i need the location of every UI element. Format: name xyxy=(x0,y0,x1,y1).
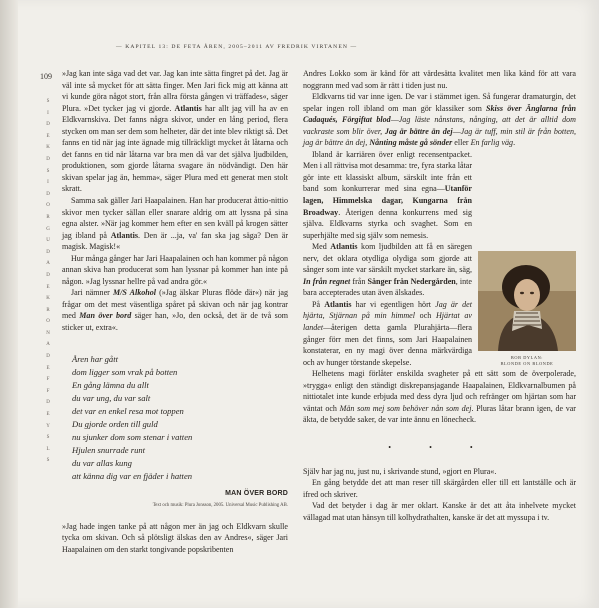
margin-letter: I xyxy=(47,110,49,116)
margin-letter: K xyxy=(46,296,50,302)
paragraph: Vad det betyder i dag är mer oklart. Kanske är det att åta inhelvete mycket vällagad mat utan hänsyn till kolhydrathalten, kanske är det att myssupa i tv. xyxy=(303,501,576,522)
title-emphasis: In från regnet xyxy=(303,276,351,286)
text-run: Jari nämner xyxy=(71,288,113,298)
text-run: På xyxy=(312,299,325,309)
title-emphasis: Man över bord xyxy=(79,311,132,321)
text-run: Ibland är karriären över enligt recensentpacket. Men i all rättvisa mot desamma: tre, fyra starka låtar gör inte ett klassiskt album, särskilt inte från ett band som konkurrerar med sina egna— xyxy=(303,149,472,194)
margin-letter: U xyxy=(46,238,50,244)
margin-letter: F xyxy=(46,377,50,383)
margin-letter: S xyxy=(46,168,50,174)
paragraph: Hur många gånger har Jari Haapalainen och han kommer på någon annan skiva han producerat som han lyssnar på kommer han inte på någon. »Jag lyssnar hellre på vad andra gör.« xyxy=(62,253,288,286)
paragraph xyxy=(303,299,472,368)
title-emphasis: Utanför lagen, Himmelska dagar, Kungarna från Broadway xyxy=(303,184,472,217)
margin-letter: D xyxy=(46,191,50,197)
margin-letter: S xyxy=(46,435,50,441)
text-run: . xyxy=(513,138,516,148)
lyric-line: nu sjunker dom som stenar i vatten xyxy=(72,432,193,443)
text-run: . Återigen denna konkurrens med sig själva. Eldkvarns styrka och svaghet. Som en superhjälte med sig själv som nemesis. xyxy=(303,207,472,240)
paragraph: Själv har jag nu, just nu, i skrivande stund, »gjort en Plura«. xyxy=(303,466,497,476)
paragraph: »Jag hade ingen tanke på att någon mer än jag och Eldkvarn skulle tycka om skivan. Och så plötsligt älskas den av Andres«, säger Jari Haapalainen om den starkt tongivande popskribenten xyxy=(62,521,288,554)
margin-letter: O xyxy=(46,319,50,325)
lyric-line: det var en enkel resa mot toppen xyxy=(72,405,184,416)
margin-letter: S xyxy=(46,458,50,464)
lyric-line: Åren har gått xyxy=(72,353,118,364)
paragraph: En gång betydde det att man reser till skärgården eller till ett lantställe och är ifred och skriver. xyxy=(303,478,576,499)
song-credit: Text och musik: Plura Jonsson, 2005. Universal Music Publishing AB. xyxy=(152,503,288,509)
paragraph xyxy=(303,91,576,149)
paragraph xyxy=(62,287,288,333)
text-run: Samma sak gäller Jari Haapalainen. Han har producerat åttio-nittio skivor men tycker sällan eller snarare aldrig om att lyssna på sina egna alster. »När jag kommer hem efter en sen kväll på krogen sätter jag ibland på xyxy=(62,196,288,240)
caption-line: BLONDE ON BLONDE xyxy=(500,361,554,366)
lyric-line: du var allas kung xyxy=(72,458,132,469)
left-column xyxy=(62,68,288,555)
text-run: »Jag kan inte säga vad det var. Jag kan inte sätta fingret på det. Jag är väl inte så mycket för att sätta finger. Men Jari fick mig att känna att vi kunde göra något stort, från allra första gången vi träffades«, säger Plura. »Det tycker jag vi gjorde. xyxy=(62,69,288,113)
lyric-line: dom ligger som vrak på botten xyxy=(72,366,178,377)
text-run: . Den är ...ja, va' fan ska jag säga? Den är magisk. Magisk!« xyxy=(62,230,289,252)
title-emphasis: M/S Alkohol xyxy=(112,288,156,298)
margin-letter: L xyxy=(46,446,50,452)
title-emphasis: En farlig väg xyxy=(470,138,514,148)
margin-letter: D xyxy=(46,400,50,406)
text-run: Med xyxy=(312,242,331,252)
paragraph xyxy=(303,241,472,299)
paragraph: Andres Lokko som är känd för att värdesätta kvalitet men lika känd för att vara noggrann med vad som är rätt i tiden just nu. xyxy=(303,69,576,90)
album-cover-photo xyxy=(478,251,576,351)
lyric-line: Du gjorde orden till guld xyxy=(72,419,158,430)
title-emphasis: Jag är det hjärta, Stjärnan på min himmel xyxy=(303,299,472,321)
lyric-line: du var ung, du var salt xyxy=(72,392,151,403)
title-emphasis: Nånting måste gå sönder xyxy=(369,138,453,148)
margin-letter: K xyxy=(46,145,50,151)
margin-letter: I xyxy=(47,180,49,186)
portrait-illustration xyxy=(478,251,576,351)
margin-letter: E xyxy=(46,284,50,290)
text-run: . Pluras låtar brann igen, de var äkta, de betydde saker, de var inte ännu en lönecheck. xyxy=(303,403,576,425)
paragraph xyxy=(62,195,288,253)
margin-letter: A xyxy=(46,261,50,267)
margin-letter: F xyxy=(46,388,50,394)
title-emphasis: Hjärtat av landet xyxy=(303,311,472,333)
margin-letter: R xyxy=(46,214,50,220)
margin-letter: D xyxy=(46,122,50,128)
text-run: har allt jag vill ha av en Eldkvarnskiva. Det fanns några skivor, under en lång period, flera stycken om man ser dem som helheter, där det inte blev riktigt så. Det fanns en tid när jag inte ägnade mig tillräckligt mycket åt låtarna och det fanns en tid när låtarna var bra men då var det själva ljudbilden, produktionen, som gjorde låtarna svagare än nödvändigt. Den här skivan spelar jag än, hemma«, säger Plura med ett generat men stolt skratt. xyxy=(62,103,288,194)
margin-notes xyxy=(44,96,52,467)
title-emphasis: Sånger från Nedergården xyxy=(367,276,456,286)
text-run: från xyxy=(350,276,368,286)
song-lyrics xyxy=(72,353,288,484)
running-head: — KAPITEL 13: DE FETA ÅREN, 2005–2011 AV FREDRIK VIRTANEN — xyxy=(116,44,358,50)
title-emphasis: Män som mej som behöver nån som dej xyxy=(339,403,472,413)
text-run: —återigen detta gamla Plurahjärta—flera gånger förr men det finns, som Jari Haapalainen konstaterar, en ny magi över denna märkvärdiga och av hunger törstande skepelse. xyxy=(303,323,472,367)
paragraph xyxy=(62,68,288,195)
title-emphasis: Atlantis xyxy=(324,299,352,309)
lyric-line: En gång lämna du allt xyxy=(72,379,149,390)
text-run: Eldkvarns tid var inne igen. De var i stämmet igen. Så fungerar dramaturgin, det spelar ingen roll ibland om man gör klassiker som xyxy=(303,92,576,113)
text-run: säger han, »Jo, den också, det är de två som sticker ut, extra«. xyxy=(62,311,288,333)
margin-letter: D xyxy=(46,354,50,360)
margin-letter: D xyxy=(46,156,50,162)
song-title: MAN ÖVER BORD xyxy=(225,489,288,497)
caption-line: BOB DYLAN: xyxy=(510,355,544,360)
margin-letter: D xyxy=(46,272,50,278)
title-emphasis: Jag läste nånstans, nånging, att det är alltid dom vackraste som blir över, xyxy=(303,115,576,136)
page-number: 109 xyxy=(40,72,52,81)
text-run: — xyxy=(390,115,399,125)
title-emphasis: Jag är bättre än dej xyxy=(384,126,453,136)
section-break: • • • xyxy=(388,442,491,452)
paragraph xyxy=(303,368,576,426)
lyric-line: Hjulen snurrade runt xyxy=(72,445,146,456)
margin-letter: R xyxy=(46,307,50,313)
margin-letter: A xyxy=(46,342,50,348)
text-run: eller xyxy=(452,138,471,148)
text-run: — xyxy=(452,126,461,136)
text-run: , inte bara accepterades utan även älskades. xyxy=(303,276,472,298)
text-run: Helhetens magi förlåter enskilda svagheter på ett sätt som de överpolerade, »trygga« enligt den ständigt diskrepansjagande Haapalainen, Eldkvarnalbumen på nittiotalet inte kunde erbjuda med dess dyra ljud och refränger om hjärtan som har väntat och xyxy=(303,369,576,413)
title-emphasis: Atlantis xyxy=(110,230,138,240)
photo-caption xyxy=(478,355,576,367)
margin-letter: S xyxy=(46,99,50,104)
title-emphasis: Atlantis xyxy=(174,103,202,113)
text-run: kom ljudbilden att få en säregen nerv, det oklara otydliga olydiga som gjorde att sånger som inte var särskilt mycket starkare än, säg, xyxy=(303,242,472,275)
title-emphasis: Atlantis xyxy=(330,242,358,252)
margin-letter: O xyxy=(46,203,50,209)
title-emphasis: Skiss över Änglarna från Cadaqués, Förgiftat blod xyxy=(303,103,576,125)
paragraph xyxy=(303,149,472,241)
text-run: (»Jag älskar Pluras flöde där«) när jag frågar om det mest väsentliga spåret på skivan och när jag kontrar med xyxy=(62,288,288,321)
margin-letter: E xyxy=(46,365,50,371)
text-run: har vi egentligen hört xyxy=(351,299,436,309)
margin-letter: N xyxy=(46,330,50,336)
margin-letter: Y xyxy=(46,423,50,429)
page-gutter-shadow xyxy=(0,0,18,608)
margin-letter: E xyxy=(46,412,50,418)
title-emphasis: Jag är tuff, min stil är från botten, jag är bättre än dej, xyxy=(303,126,577,148)
margin-letter: D xyxy=(46,249,50,255)
margin-letter: E xyxy=(46,133,50,139)
margin-letter: G xyxy=(46,226,50,232)
text-run: och xyxy=(414,311,436,321)
lyric-line: att känna dig var en fjäder i hatten xyxy=(72,471,193,482)
